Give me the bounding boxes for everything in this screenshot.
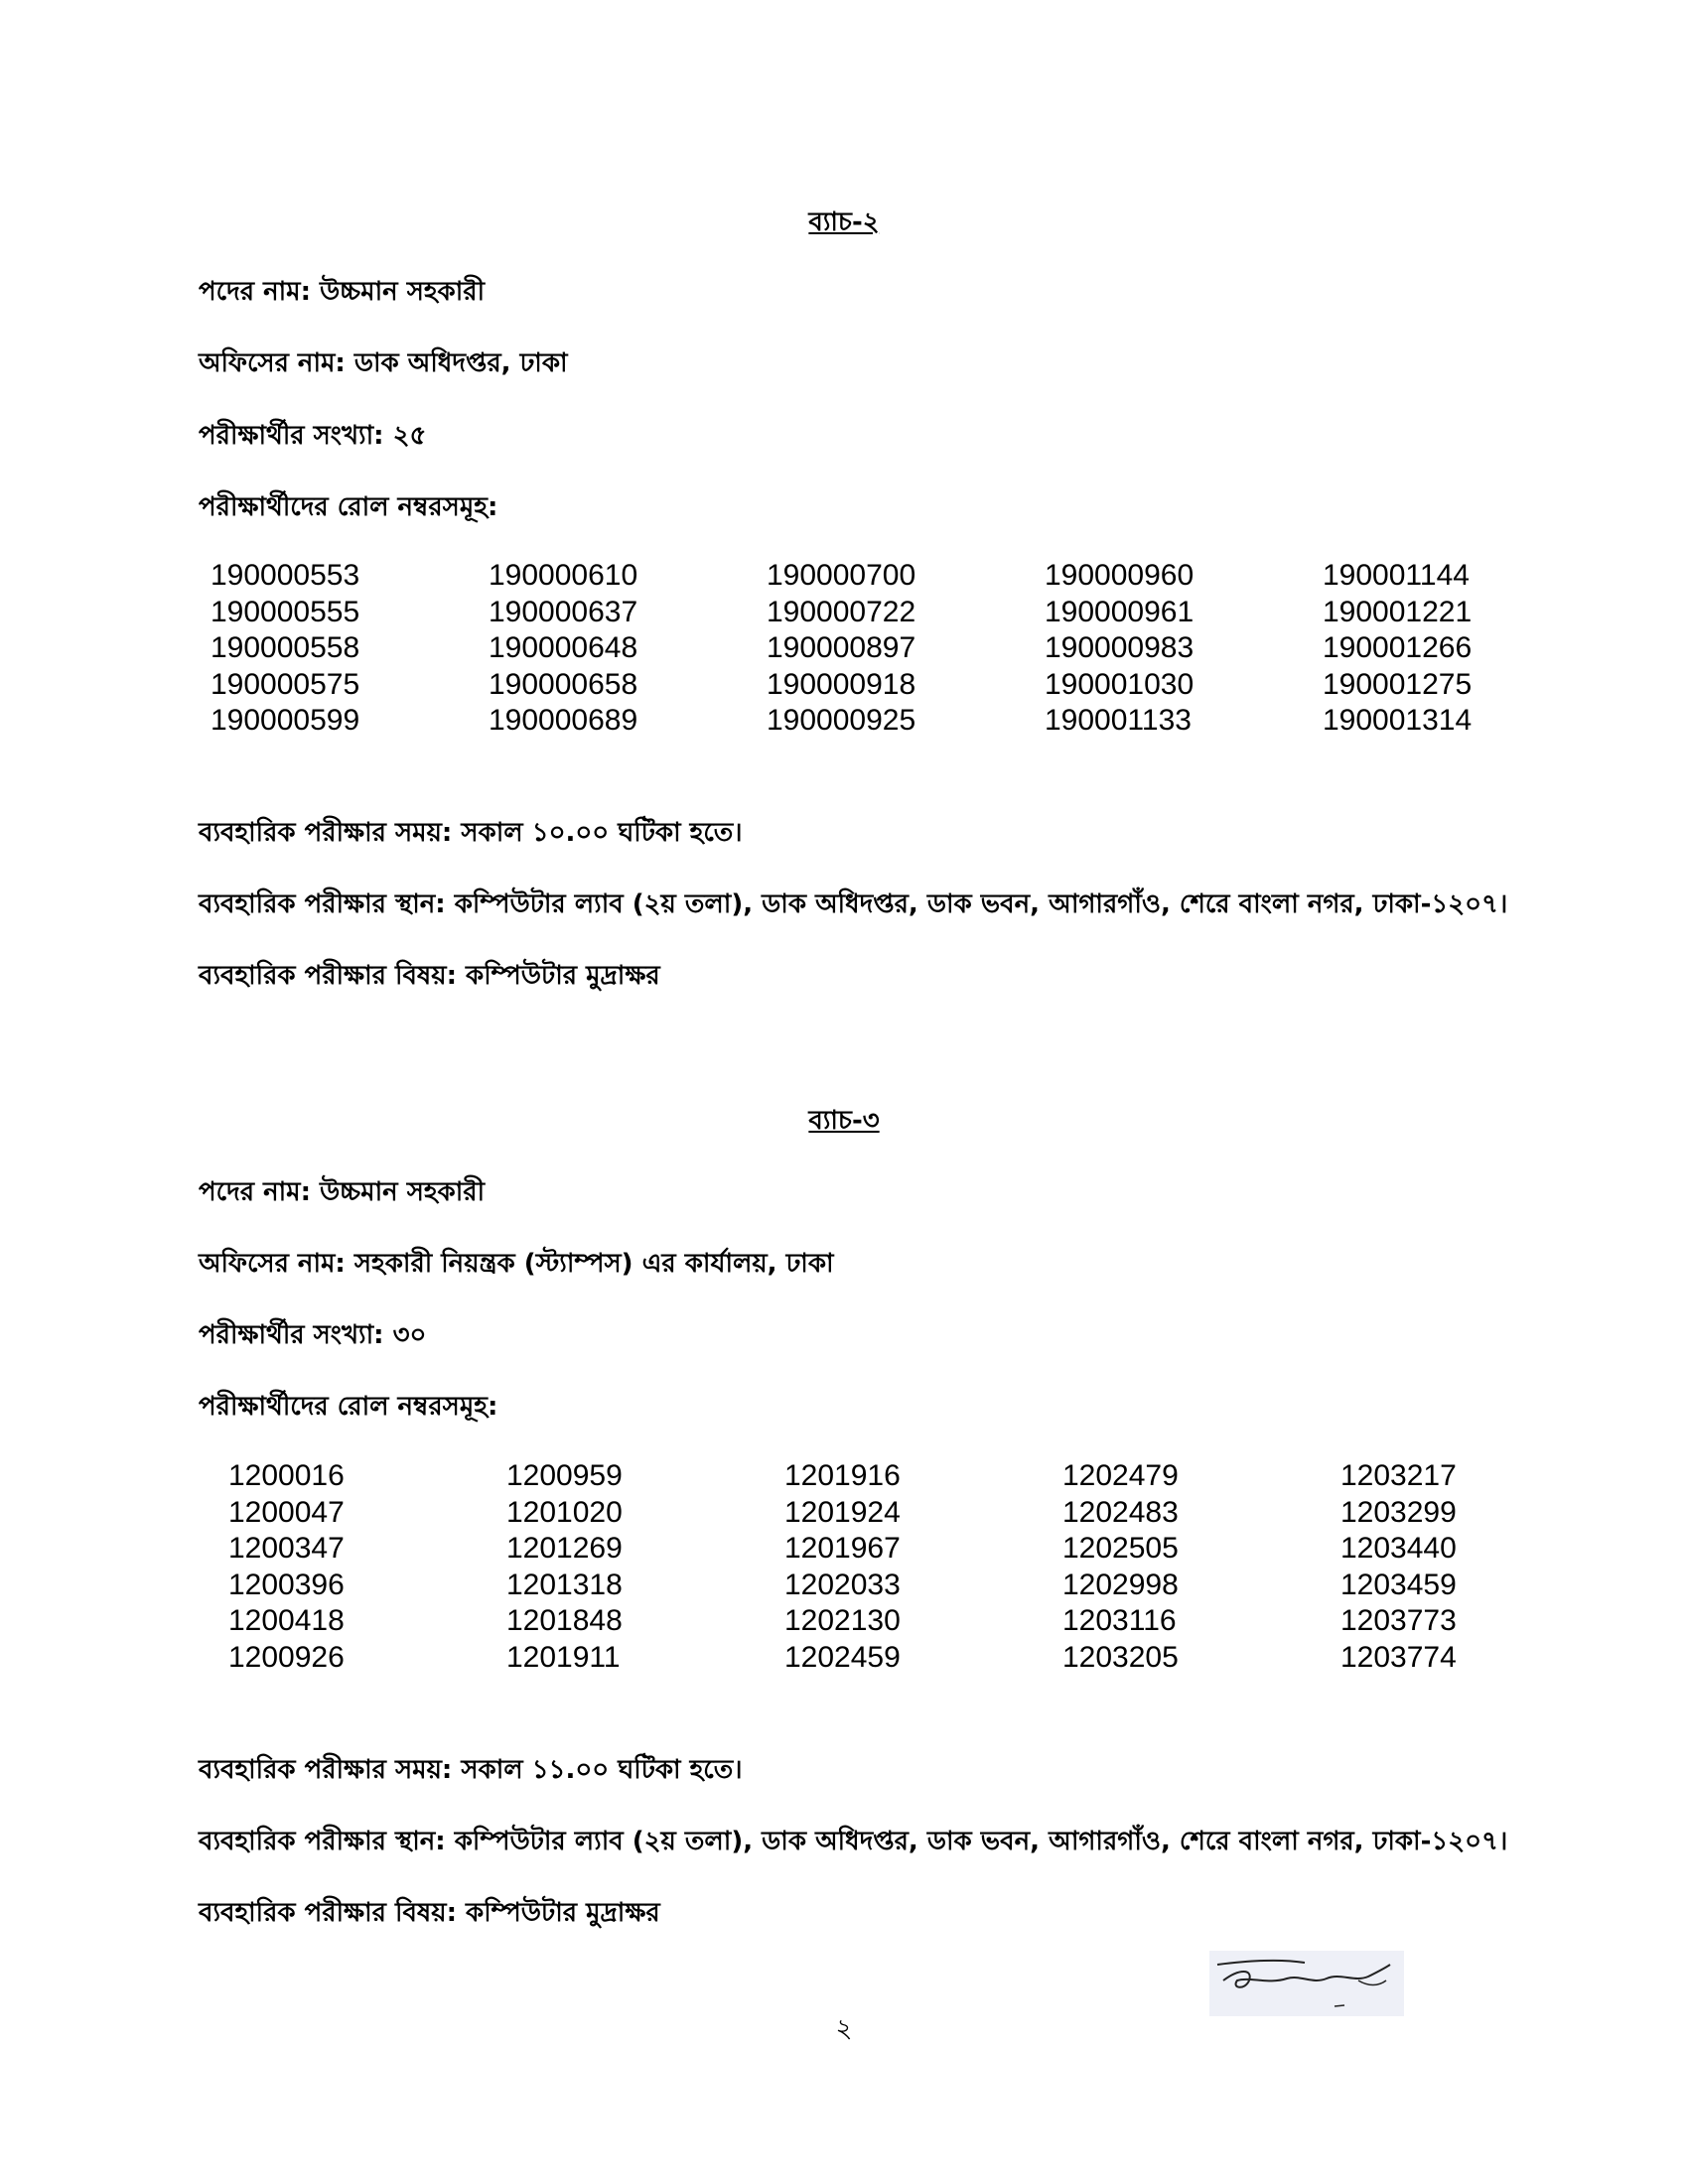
batch-2-roll-label: পরীক্ষার্থীদের রোল নম্বরসমূহ: [199, 492, 498, 522]
roll-number: 190000961 [1045, 595, 1195, 628]
roll-number: 1200926 [228, 1640, 345, 1674]
batch-2-heading: ব্যাচ-২ [808, 207, 880, 237]
roll-number: 1200418 [228, 1604, 345, 1637]
roll-number: 190000610 [489, 559, 638, 592]
roll-row [211, 667, 1601, 704]
roll-number: 190000960 [1045, 559, 1195, 592]
roll-number: 1201924 [784, 1495, 901, 1529]
roll-row [211, 630, 1601, 667]
roll-row [211, 703, 1601, 740]
batch-3-count: পরীক্ষার্থীর সংখ্যা: ৩০ [199, 1320, 427, 1350]
roll-number: 190000689 [489, 704, 638, 737]
roll-row [228, 1640, 1618, 1677]
roll-row [228, 1495, 1618, 1532]
roll-number: 1203116 [1062, 1604, 1177, 1637]
roll-number: 190001030 [1045, 667, 1195, 701]
batch-3-roll-label: পরীক্ষার্থীদের রোল নম্বরসমূহ: [199, 1392, 498, 1422]
roll-number: 1202998 [1062, 1568, 1179, 1601]
roll-number: 190001266 [1323, 631, 1473, 664]
roll-number: 1203205 [1062, 1640, 1179, 1674]
batch-3-roll-table [228, 1458, 1618, 1676]
batch-3-time: ব্যবহারিক পরীক্ষার সময়: সকাল ১১.০০ ঘটিকা হতে। [199, 1755, 743, 1785]
roll-number: 190000648 [489, 631, 638, 664]
roll-number: 190000658 [489, 667, 638, 701]
roll-number: 190001314 [1323, 704, 1473, 737]
roll-number: 1203774 [1340, 1640, 1457, 1674]
roll-number: 190001144 [1323, 559, 1470, 592]
batch-2-subject: ব্যবহারিক পরীক্ষার বিষয়: কম্পিউটার মুদ্রাক্ষর [199, 961, 660, 991]
roll-number: 1203440 [1340, 1532, 1457, 1565]
roll-row [211, 558, 1601, 595]
roll-number: 1201020 [506, 1495, 623, 1529]
roll-number: 190000553 [211, 559, 360, 592]
batch-2-roll-table [211, 558, 1601, 740]
roll-number: 190000575 [211, 667, 360, 701]
roll-number: 190001275 [1323, 667, 1473, 701]
roll-number: 190000555 [211, 595, 360, 628]
roll-number: 1202130 [784, 1604, 901, 1637]
page-number: ২ [835, 2014, 853, 2044]
batch-3-office: অফিসের নাম: সহকারী নিয়ন্ত্রক (স্ট্যাম্পস) এর কার্যালয়, ঢাকা [199, 1249, 834, 1279]
batch-3-subject: ব্যবহারিক পরীক্ষার বিষয়: কম্পিউটার মুদ্রাক্ষর [199, 1898, 660, 1928]
roll-number: 1202033 [784, 1568, 901, 1601]
roll-number: 190000722 [767, 595, 916, 628]
roll-number: 1201916 [784, 1459, 901, 1492]
batch-3-venue: ব্যবহারিক পরীক্ষার স্থান: কম্পিউটার ল্যাব (২য় তলা), ডাক অধিদপ্তর, ডাক ভবন, আগারগাঁও, শেরে বাংলা নগর, ঢাকা-১২০৭। [199, 1827, 1508, 1856]
roll-number: 1201967 [784, 1532, 901, 1565]
roll-row [228, 1568, 1618, 1604]
roll-number: 1201318 [506, 1568, 623, 1601]
batch-2-post: পদের নাম: উচ্চমান সহকারী [199, 277, 486, 307]
roll-number: 1203773 [1340, 1604, 1457, 1637]
roll-number: 190000700 [767, 559, 916, 592]
batch-2-venue: ব্যবহারিক পরীক্ষার স্থান: কম্পিউটার ল্যাব (২য় তলা), ডাক অধিদপ্তর, ডাক ভবন, আগারগাঁও, শেরে বাংলা নগর, ঢাকা-১২০৭। [199, 889, 1508, 919]
roll-number: 190000983 [1045, 631, 1195, 664]
roll-number: 1203299 [1340, 1495, 1457, 1529]
roll-number: 1200347 [228, 1532, 345, 1565]
batch-3-heading: ব্যাচ-৩ [808, 1106, 880, 1136]
roll-row [211, 595, 1601, 631]
roll-number: 190001133 [1045, 704, 1192, 737]
roll-number: 1201269 [506, 1532, 623, 1565]
roll-number: 1200016 [228, 1459, 345, 1492]
roll-number: 1203459 [1340, 1568, 1457, 1601]
roll-number: 1202459 [784, 1640, 901, 1674]
roll-row [228, 1531, 1618, 1568]
roll-number: 190000558 [211, 631, 360, 664]
roll-row [228, 1603, 1618, 1640]
signature [1209, 1951, 1404, 2016]
roll-number: 1203217 [1340, 1459, 1457, 1492]
signature-scribble [1209, 1951, 1404, 2016]
roll-number: 1201911 [506, 1640, 621, 1674]
batch-2-time: ব্যবহারিক পরীক্ষার সময়: সকাল ১০.০০ ঘটিকা হতে। [199, 818, 743, 848]
roll-number: 1202505 [1062, 1532, 1179, 1565]
roll-number: 1201848 [506, 1604, 623, 1637]
roll-number: 1202483 [1062, 1495, 1179, 1529]
roll-number: 190000599 [211, 704, 360, 737]
roll-row [228, 1458, 1618, 1495]
roll-number: 190000637 [489, 595, 638, 628]
roll-number: 190000925 [767, 704, 916, 737]
batch-2-count: পরীক্ষার্থীর সংখ্যা: ২৫ [199, 421, 427, 451]
roll-number: 1200396 [228, 1568, 345, 1601]
roll-number: 190000897 [767, 631, 916, 664]
roll-number: 190000918 [767, 667, 916, 701]
roll-number: 1200959 [506, 1459, 623, 1492]
roll-number: 1200047 [228, 1495, 345, 1529]
roll-number: 190001221 [1323, 595, 1473, 628]
batch-3-post: পদের নাম: উচ্চমান সহকারী [199, 1177, 486, 1207]
batch-2-office: অফিসের নাম: ডাক অধিদপ্তর, ঢাকা [199, 348, 568, 378]
roll-number: 1202479 [1062, 1459, 1179, 1492]
